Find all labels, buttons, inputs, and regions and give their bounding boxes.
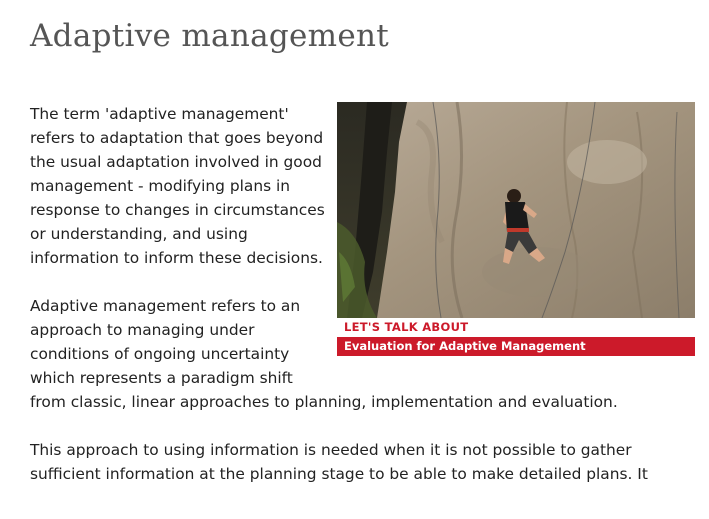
feature-card[interactable]: [337, 102, 695, 356]
paragraph-1: The term 'adaptive management' refers to adaptation that goes beyond the usual adaptation involved in good management - modifying plans in response to changes in circumstances or understanding, and using information to inform these decisions.: [30, 105, 325, 267]
page-title: Adaptive management: [30, 18, 390, 54]
article-body: [30, 102, 695, 510]
caption-link[interactable]: Evaluation for Adaptive Management: [337, 337, 695, 356]
paragraph-3: This approach to using information is needed when it is not possible to gather sufficient information at the planning stage to be able to make detailed plans. It: [30, 441, 648, 483]
paragraph-2: Adaptive management refers to an approach to managing under conditions of ongoing uncertainty which represents a paradigm shift from classic, linear approaches to planning, implementation and evaluation.: [30, 297, 618, 411]
rock-climber-photo[interactable]: [337, 102, 695, 318]
caption-label: LET'S TALK ABOUT: [344, 320, 469, 334]
